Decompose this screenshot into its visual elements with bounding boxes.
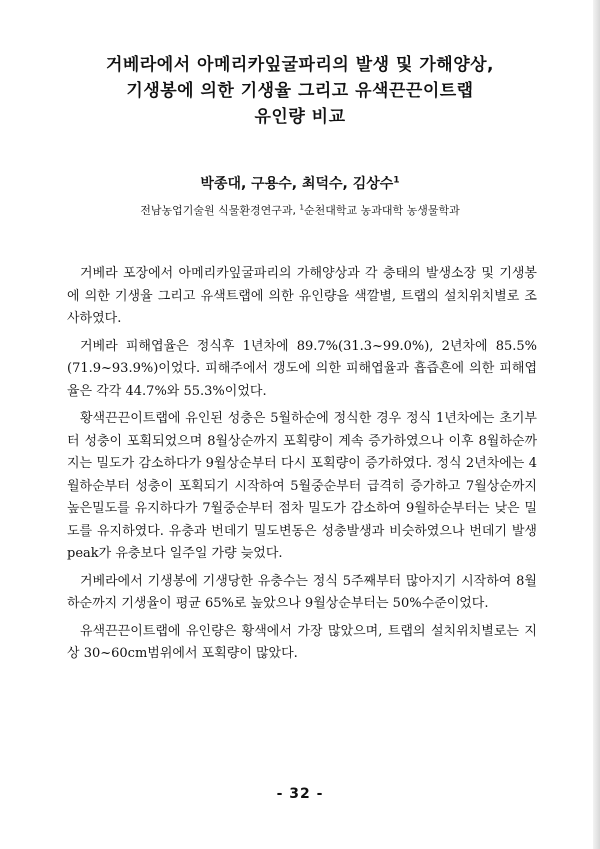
body-paragraph-5: 유색끈끈이트랩에 유인량은 황색에서 가장 많았으며, 트랩의 설치위치별로는 지상 30~60cm범위에서 포획량이 많았다. (67, 623, 537, 661)
page-number: - 32 - (276, 786, 324, 802)
title-line-3: 유인량 비교 (254, 107, 346, 127)
affiliation-primary: 전남농업기술원 식물환경연구과, (140, 204, 297, 217)
title-line-2: 기생봉에 의한 기생율 그리고 유색끈끈이트랩 (126, 81, 474, 101)
author-list (60, 174, 540, 194)
body-paragraph-2: 거베라 피해엽율은 정식후 1년차에 89.7%(31.3~99.0%), 2년차에 85.5%(71.9~93.9%)이었다. 피해주에서 갱도에 의한 피해엽율과 흡즙흔에 의한 피해엽율은 각각 44.7%와 55.3%이었다. (67, 338, 537, 399)
author-affiliation-marker: 1 (393, 175, 400, 186)
affiliation-line (60, 203, 540, 219)
abstract-body (67, 263, 537, 671)
author-names: 박종대, 구용수, 최덕수, 김상수 (200, 176, 394, 192)
page-edge-shadow (593, 0, 600, 849)
title-line-1: 거베라에서 아메리카잎굴파리의 발생 및 가해양상, (106, 55, 494, 75)
paper-title (40, 52, 560, 130)
affiliation-marker: 1 (299, 203, 304, 212)
body-paragraph-3: 황색끈끈이트랩에 유인된 성충은 5월하순에 정식한 경우 정식 1년차에는 초기부터 성충이 포획되었으며 8월상순까지 포획량이 계속 증가하였으나 이후 8월하순까지는 밀도가 감소하다가 9월상순부터 다시 포획량이 증가하였다. 정식 2년차에는 4월하순부터 성충이 포획되기 시작하여 5월중순부터 급격히 증가하고 7월상순까지 높은밀도를 유지하다가 7월중순부터 점차 밀도가 감소하여 9월하순부터는 낮은 밀도를 유지하였다. 유충과 번데기 밀도변동은 성충발생과 비슷하였으나 번데기 발생 peak가 유충보다 일주일 가량 늦었다. (67, 411, 537, 561)
body-paragraph-4: 거베라에서 기생봉에 기생당한 유충수는 정식 5주째부터 많아지기 시작하여 8월하순까지 기생율이 평균 65%로 높았으나 9월상순부터는 50%수준이었다. (67, 573, 537, 611)
body-paragraph-1: 거베라 포장에서 아메리카잎굴파리의 가해양상과 각 충태의 발생소장 및 기생봉에 의한 기생율 그리고 유색트랩에 의한 유인량을 색깔별, 트랩의 설치위치별로 조사하였다. (67, 266, 537, 326)
affiliation-secondary: 순천대학교 농과대학 농생물학과 (303, 204, 460, 217)
